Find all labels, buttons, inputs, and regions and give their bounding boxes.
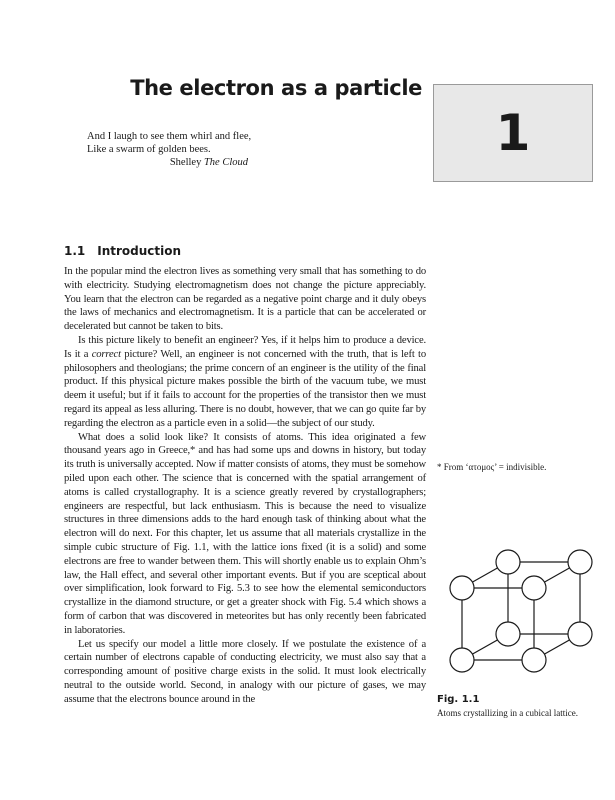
- paragraph-4: Let us specify our model a little more closely. If we postulate the existence of a certain number of electrons capable of conducting electricity, we must also say that a corresponding amount of positive charge exists in the solid. It must look electrically neutral to the outside world. Second, in analogy with our picture of gases, we may assume that the electrons bounce around in the: [64, 638, 426, 705]
- section-number: 1.1: [64, 244, 86, 258]
- epigraph-attribution: [87, 156, 248, 169]
- section-title: Introduction: [97, 244, 182, 258]
- chapter-number-box: [433, 84, 593, 182]
- paragraph-2: [64, 334, 426, 431]
- epigraph-line-1: And I laugh to see them whirl and flee,: [87, 131, 252, 142]
- figure-caption-text: Atoms crystallizing in a cubical lattice.: [437, 708, 578, 718]
- epigraph-author: Shelley: [169, 157, 202, 168]
- cubic-lattice-figure: [432, 536, 602, 688]
- lattice-atom: [568, 622, 592, 646]
- paragraph-1: In the popular mind the electron lives as something very small that has something to do with electricity. Studying electromagnetism does not change the picture appreciably. You learn that the electron can be regarded as a negative point charge and it duly obeys the laws of mechanics and electromagnetism. It is a particle that can be accelerated or decelerated but cannot be taken to bits.: [64, 266, 426, 333]
- chapter-number: 1: [495, 104, 531, 162]
- footnote-marker: *: [190, 445, 196, 457]
- paragraph-3-part-b: and has had some ups and downs in history, but today its truth is universally accepted. Now if matter consists of atoms, they must be somehow piled upon each other. The science that is concerned with the spatial arrangement of atoms is called crystallography. It is a science greatly revered by crystallographers; engineers are respectful, but lack enthusiasm. This is because the need to visualize structures in three dimensions adds to the hard enough task of thinking about what the electron will do next. For this chapter, let us assume that all materials crystallize in the simple cubic structure of Fig. 1.1, with the lattice ions fixed (it is a solid) and some electrons are free to wander between them. This will shortly enable us to explain Ohm’s law, the Hall effect, and several other important events. But if you are sceptical about over simplification, look forward to Fig. 5.3 to see how the elemental semiconductors crystallize in the diamond structure, or get a greater shock with Fig. 5.4 which shows a form of carbon that was discovered in meteorites but has only recently been fabricated in laboratories.: [64, 445, 426, 636]
- paragraph-3: [64, 431, 426, 638]
- lattice-atom: [522, 648, 546, 672]
- lattice-atom: [450, 576, 474, 600]
- lattice-atom: [568, 550, 592, 574]
- lattice-atom: [522, 576, 546, 600]
- epigraph-line-2: Like a swarm of golden bees.: [87, 144, 211, 155]
- paragraph-3-part-a: What does a solid look like? It consists of atoms. This idea originated a few thousand years ago in Greece,: [64, 431, 426, 457]
- section-heading: [64, 244, 181, 258]
- paragraph-2-part-b: picture? Well, an engineer is not concerned with the truth, that is left to philosophers and theologians; the prime concern of an engineer is the utility of the final product. If this physical picture makes possible the birth of the vacuum tube, we must deem it useful; but if it fails to account for the properties of the transistor then we must regard its appeal as less alluring. There is no doubt, however, that we can go quite far by regarding the electron as a particle even in a solid—the subject of our study.: [64, 348, 426, 429]
- footnote: * From ‘ατομος’ = indivisible.: [437, 462, 547, 472]
- figure-caption: [437, 693, 597, 719]
- lattice-atom: [450, 648, 474, 672]
- chapter-title: The electron as a particle: [130, 76, 422, 100]
- paragraph-2-part-a: Is this picture likely to benefit an engineer? Yes, if it helps him to produce a device. Is it a: [64, 334, 426, 360]
- epigraph-work: The Cloud: [203, 157, 248, 168]
- lattice-atom: [496, 550, 520, 574]
- figure-label: Fig. 1.1: [437, 694, 480, 705]
- emphasis-correct: correct: [91, 348, 121, 360]
- body-text: [64, 265, 426, 707]
- epigraph: [87, 130, 252, 169]
- lattice-atom: [496, 622, 520, 646]
